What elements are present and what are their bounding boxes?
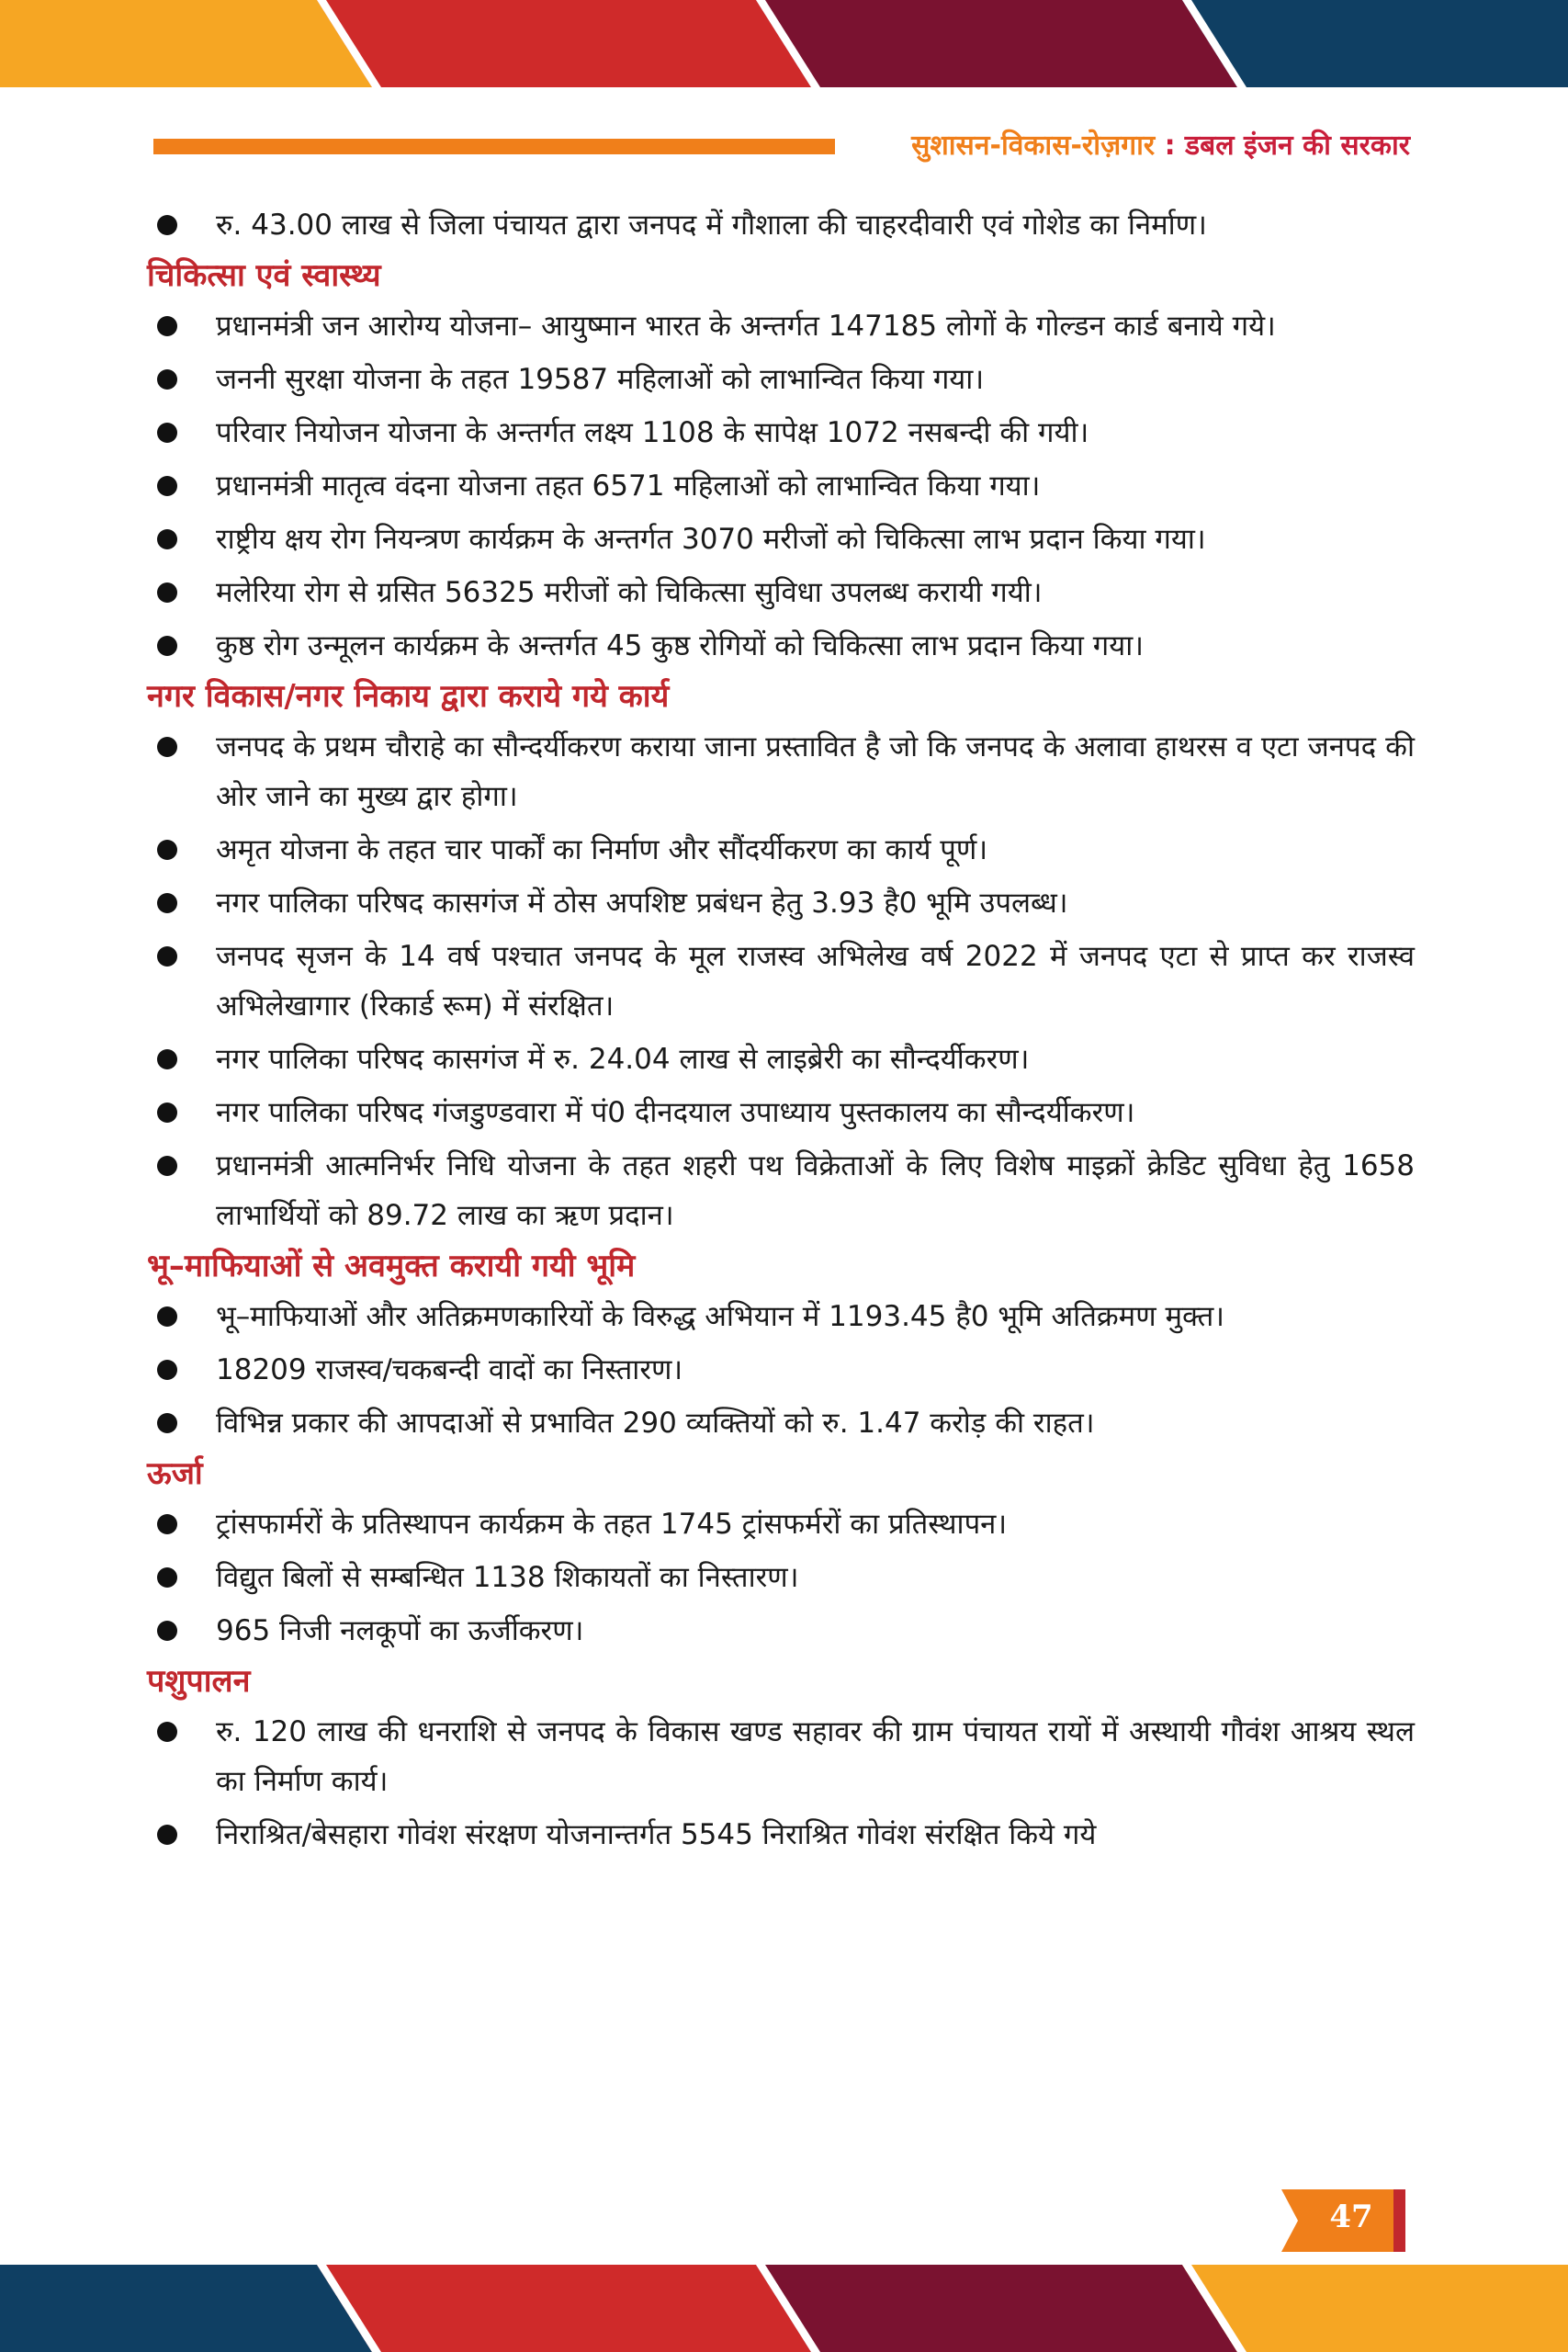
bullet-icon xyxy=(157,423,177,443)
section-heading: नगर विकास/नगर निकाय द्वारा कराये गये कार्य xyxy=(147,678,670,715)
bullet-icon xyxy=(157,1102,177,1123)
list-item xyxy=(147,1606,1415,1656)
list-item-text: जननी सुरक्षा योजना के तहत 19587 महिलाओं को लाभान्वित किया गया। xyxy=(216,363,985,396)
list-item-text: कुष्ठ रोग उन्मूलन कार्यक्रम के अन्तर्गत 45 कुष्ठ रोगियों को चिकित्सा लाभ प्रदान किया गया। xyxy=(216,629,1144,662)
list-item-text: जनपद के प्रथम चौराहे का सौन्दर्यीकरण कराया जाना प्रस्तावित है जो कि जनपद के अलावा हाथरस व एटा जनपद की ओर जाने का मुख्य द्वार होगा। xyxy=(216,730,1415,813)
bullet-icon xyxy=(157,840,177,860)
list-item xyxy=(147,932,1415,1031)
list-item xyxy=(147,301,1415,351)
header-title-part1: सुशासन-विकास-रोज़गार xyxy=(911,130,1156,162)
list-item-text: जनपद सृजन के 14 वर्ष पश्चात जनपद के मूल राजस्व अभिलेख वर्ष 2022 में जनपद एटा से प्राप्त कर राजस्व अभिलेखागार (रिकार्ड रूम) में संरक्षित। xyxy=(216,940,1415,1023)
list-item-text: रु. 120 लाख की धनराशि से जनपद के विकास खण्ड सहावर की ग्राम पंचायत रायों में अस्थायी गौवंश आश्रय स्थल का निर्माण कार्य। xyxy=(216,1715,1415,1798)
list-item-text: रु. 43.00 लाख से जिला पंचायत द्वारा जनपद में गौशाला की चाहरदीवारी एवं गोशेड का निर्माण। xyxy=(216,209,1207,242)
bullet-icon xyxy=(157,1360,177,1380)
list-item-text: विद्युत बिलों से सम्बन्धित 1138 शिकायतों का निस्तारण। xyxy=(216,1561,799,1594)
bullet-icon xyxy=(157,529,177,549)
top-decorative-band xyxy=(0,0,1568,87)
bullet-icon xyxy=(157,1825,177,1845)
list-item xyxy=(147,1707,1415,1806)
list-item-text: विभिन्न प्रकार की आपदाओं से प्रभावित 290 व्यक्तियों को रु. 1.47 करोड़ की राहत। xyxy=(216,1407,1095,1440)
bullet-icon xyxy=(157,1514,177,1534)
bullet-icon xyxy=(157,1156,177,1176)
list-item xyxy=(147,1292,1415,1341)
bullet-icon xyxy=(157,215,177,235)
list-item-text: नगर पालिका परिषद कासगंज में रु. 24.04 लाख से लाइब्रेरी का सौन्दर्यीकरण। xyxy=(216,1043,1030,1076)
list-item-text: नगर पालिका परिषद गंजडुण्डवारा में पं0 दीनदयाल उपाध्याय पुस्तकालय का सौन्दर्यीकरण। xyxy=(216,1096,1135,1129)
list-item-text: 965 निजी नलकूपों का ऊर्जीकरण। xyxy=(216,1614,584,1647)
page-content xyxy=(147,200,1415,1863)
list-item xyxy=(147,878,1415,928)
list-item xyxy=(147,1141,1415,1240)
bullet-icon xyxy=(157,582,177,603)
list-item xyxy=(147,1035,1415,1084)
list-item-text: प्रधानमंत्री आत्मनिर्भर निधि योजना के तहत शहरी पथ विक्रेताओं के लिए विशेष माइक्रों क्रेडिट सुविधा हेतु 1658 लाभार्थियों को 89.72 लाख का ऋण प्रदान। xyxy=(216,1149,1415,1232)
list-item-text: निराश्रित/बेसहारा गोवंश संरक्षण योजनान्तर्गत 5545 निराश्रित गोवंश संरक्षित किये गये xyxy=(216,1818,1097,1851)
bullet-icon xyxy=(157,476,177,496)
list-item-text: राष्ट्रीय क्षय रोग नियन्त्रण कार्यक्रम के अन्तर्गत 3070 मरीजों को चिकित्सा लाभ प्रदान किया गया। xyxy=(216,523,1206,556)
bottom-decorative-band xyxy=(0,2265,1568,2352)
bullet-icon xyxy=(157,1567,177,1588)
bullet-icon xyxy=(157,1413,177,1433)
page-number-tab xyxy=(1281,2189,1405,2252)
list-item-text: नगर पालिका परिषद कासगंज में ठोस अपशिष्ट प्रबंधन हेतु 3.93 है0 भूमि उपलब्ध। xyxy=(216,887,1068,920)
bullet-icon xyxy=(157,737,177,757)
section-heading: चिकित्सा एवं स्वास्थ्य xyxy=(147,257,381,294)
list-item-text: मलेरिया रोग से ग्रसित 56325 मरीजों को चिकित्सा सुविधा उपलब्ध करायी गयी। xyxy=(216,576,1043,609)
list-item-text: परिवार नियोजन योजना के अन्तर्गत लक्ष्य 1108 के सापेक्ष 1072 नसबन्दी की गयी। xyxy=(216,416,1089,449)
bullet-icon xyxy=(157,369,177,390)
list-item xyxy=(147,568,1415,617)
bullet-icon xyxy=(157,1306,177,1327)
header-rule xyxy=(153,139,835,154)
list-item xyxy=(147,825,1415,875)
list-item xyxy=(147,1345,1415,1395)
list-item xyxy=(147,1553,1415,1602)
list-item-text: अमृत योजना के तहत चार पार्कों का निर्माण और सौंदर्यीकरण का कार्य पूर्ण। xyxy=(216,833,988,866)
list-item xyxy=(147,722,1415,821)
section-heading: पशुपालन xyxy=(147,1663,251,1700)
bullet-icon xyxy=(157,946,177,967)
section-heading: ऊर्जा xyxy=(147,1455,203,1492)
bullet-icon xyxy=(157,1722,177,1742)
list-item xyxy=(147,514,1415,564)
section-heading: भू–माफियाओं से अवमुक्त करायी गयी भूमि xyxy=(147,1248,636,1284)
list-item-text: भू–माफियाओं और अतिक्रमणकारियों के विरुद्ध अभियान में 1193.45 है0 भूमि अतिक्रमण मुक्त। xyxy=(216,1300,1225,1333)
bullet-icon xyxy=(157,1049,177,1069)
list-item-text: 18209 राजस्व/चकबन्दी वादों का निस्तारण। xyxy=(216,1353,683,1386)
list-item xyxy=(147,1088,1415,1137)
list-item-text: ट्रांसफार्मरों के प्रतिस्थापन कार्यक्रम के तहत 1745 ट्रांसफर्मरों का प्रतिस्थापन। xyxy=(216,1508,1008,1541)
list-item xyxy=(147,461,1415,511)
list-item xyxy=(147,621,1415,671)
list-item xyxy=(147,1810,1415,1860)
list-item xyxy=(147,1499,1415,1549)
list-item xyxy=(147,355,1415,404)
list-item xyxy=(147,200,1415,250)
bullet-icon xyxy=(157,636,177,656)
page-number: 47 xyxy=(1329,2199,1373,2235)
list-item xyxy=(147,1398,1415,1448)
bullet-icon xyxy=(157,893,177,913)
bullet-icon xyxy=(157,1621,177,1641)
bullet-icon xyxy=(157,316,177,336)
running-header-title xyxy=(911,125,1410,163)
list-item xyxy=(147,408,1415,458)
header-title-part2: : डबल इंजन की सरकार xyxy=(1155,130,1410,162)
list-item-text: प्रधानमंत्री जन आरोग्य योजना– आयुष्मान भारत के अन्तर्गत 147185 लोगों के गोल्डन कार्ड बनाये गये। xyxy=(216,310,1276,343)
list-item-text: प्रधानमंत्री मातृत्व वंदना योजना तहत 6571 महिलाओं को लाभान्वित किया गया। xyxy=(216,469,1041,503)
